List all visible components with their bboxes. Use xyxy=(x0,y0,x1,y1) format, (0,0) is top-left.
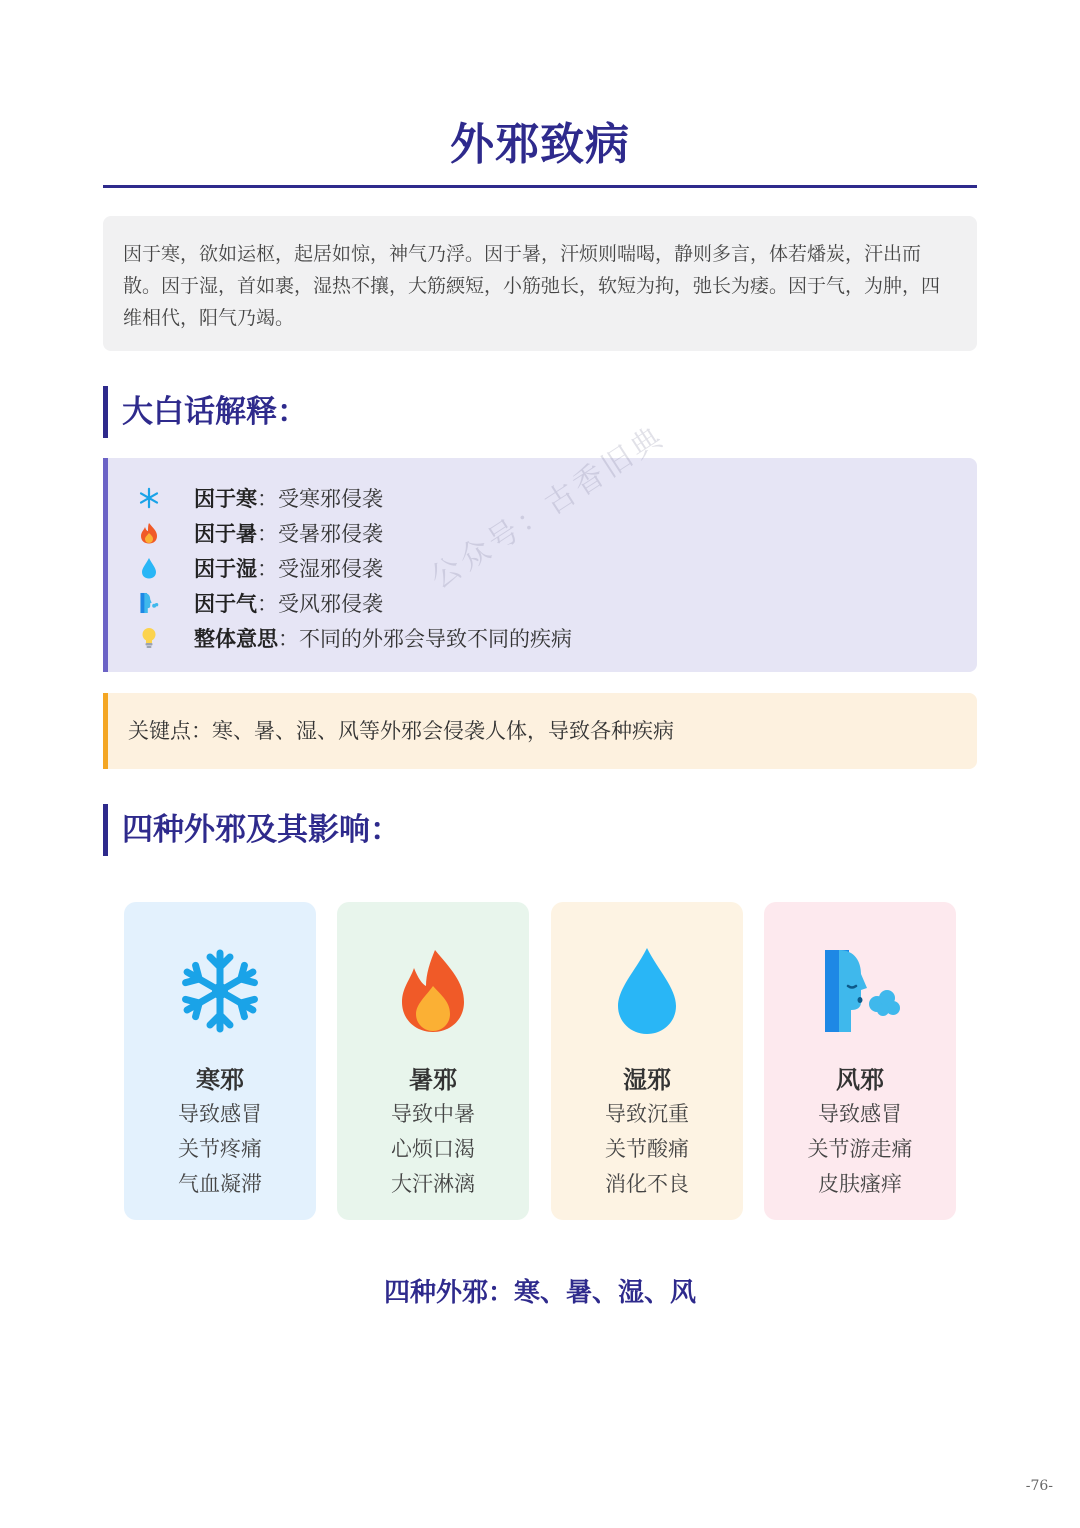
explanation-term: 因于寒 xyxy=(194,486,257,511)
card-effect: 皮肤瘙痒 xyxy=(818,1172,902,1196)
card-effect: 大汗淋漓 xyxy=(391,1172,475,1196)
lightbulb-icon xyxy=(138,626,160,650)
droplet-icon xyxy=(138,556,160,580)
card-effect: 导致中暑 xyxy=(391,1102,475,1126)
key-point-callout: 关键点：寒、暑、湿、风等外邪会侵袭人体，导致各种疾病 xyxy=(103,693,977,769)
fire-icon xyxy=(388,946,478,1036)
explanation-row-damp xyxy=(138,550,977,585)
explanation-meaning: 受风邪侵袭 xyxy=(278,591,383,616)
card-wind-evil xyxy=(764,902,956,1220)
snowflake-icon xyxy=(138,486,160,510)
card-title: 湿邪 xyxy=(623,1066,671,1094)
card-effect: 关节疼痛 xyxy=(178,1137,262,1161)
explanation-row-wind xyxy=(138,585,977,620)
card-cold-evil xyxy=(124,902,316,1220)
card-effect: 气血凝滞 xyxy=(178,1172,262,1196)
fire-icon xyxy=(138,521,160,545)
explanation-separator: ： xyxy=(257,486,278,511)
card-effect: 导致感冒 xyxy=(178,1102,262,1126)
card-effect: 消化不良 xyxy=(605,1172,689,1196)
explanation-term: 因于暑 xyxy=(194,521,257,546)
explanation-meaning: 不同的外邪会导致不同的疾病 xyxy=(299,626,572,651)
card-effect: 导致沉重 xyxy=(605,1102,689,1126)
wind-face-icon xyxy=(138,591,160,615)
card-title: 暑邪 xyxy=(409,1066,457,1094)
explanation-meaning: 受寒邪侵袭 xyxy=(278,486,383,511)
explanation-row-overall xyxy=(138,620,977,655)
section-heading-four-evils: 四种外邪及其影响： xyxy=(103,804,401,856)
card-effect: 关节游走痛 xyxy=(807,1137,913,1161)
card-effect: 心烦口渴 xyxy=(391,1137,475,1161)
classic-quote: 因于寒，欲如运枢，起居如惊，神气乃浮。因于暑，汗烦则喘喝，静则多言，体若燔炭，汗出而散。因于湿，首如裹，湿热不攘，大筋緛短，小筋弛长，软短为拘，弛长为痿。因于气，为肿，四维相代，阳气乃竭。 xyxy=(103,216,977,351)
explanation-meaning: 受暑邪侵袭 xyxy=(278,521,383,546)
card-title: 寒邪 xyxy=(196,1066,244,1094)
droplet-icon xyxy=(602,946,692,1036)
card-title: 风邪 xyxy=(836,1066,884,1094)
section-heading-explanation: 大白话解释： xyxy=(103,386,308,438)
explanation-separator: ： xyxy=(278,626,299,651)
card-damp-evil xyxy=(551,902,743,1220)
page-title: 外邪致病 xyxy=(450,119,630,170)
wind-face-icon xyxy=(815,946,905,1036)
explanation-term: 因于湿 xyxy=(194,556,257,581)
explanation-separator: ： xyxy=(257,591,278,616)
explanation-separator: ： xyxy=(257,521,278,546)
snowflake-icon xyxy=(175,946,265,1036)
page-number: -76- xyxy=(1025,1478,1053,1494)
explanation-meaning: 受湿邪侵袭 xyxy=(278,556,383,581)
card-effect: 导致感冒 xyxy=(818,1102,902,1126)
card-effect: 关节酸痛 xyxy=(605,1137,689,1161)
explanation-term: 因于气 xyxy=(194,591,257,616)
card-heat-evil xyxy=(337,902,529,1220)
watermark: 公众号：古香旧典 xyxy=(424,418,672,597)
title-divider xyxy=(103,185,977,188)
explanation-separator: ： xyxy=(257,556,278,581)
explanation-term: 整体意思 xyxy=(194,626,278,651)
summary-line: 四种外邪：寒、暑、湿、风 xyxy=(383,1278,696,1308)
